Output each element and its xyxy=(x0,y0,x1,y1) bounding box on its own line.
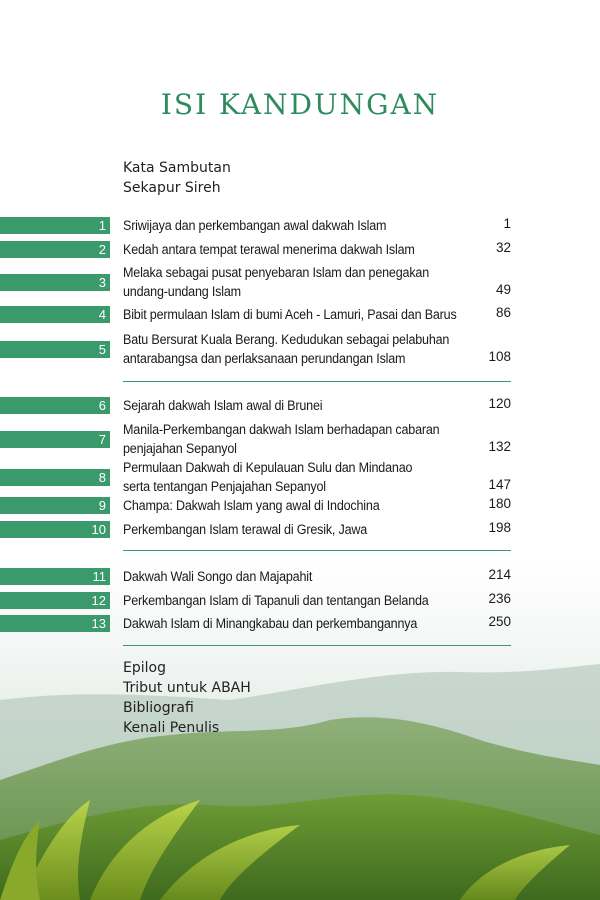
chapter-number-tab: 6 xyxy=(0,397,110,414)
back-matter-item: Kenali Penulis xyxy=(123,720,220,736)
chapter-title-line: Champa: Dakwah Islam yang awal di Indochina xyxy=(123,498,380,513)
chapter-number-tab: 1 xyxy=(0,217,110,234)
chapter-number-tab: 7 xyxy=(0,431,110,448)
toc-entry[interactable] xyxy=(0,591,600,610)
chapter-number-tab: 9 xyxy=(0,497,110,514)
chapter-title-line: penjajahan Sepanyol xyxy=(123,441,237,456)
chapter-number-tab: 12 xyxy=(0,592,110,609)
chapter-title-line: undang-undang Islam xyxy=(123,284,241,299)
chapter-title-line: antarabangsa dan perlaksanaan perundangan Islam xyxy=(123,351,406,366)
chapter-title-line: Batu Bersurat Kuala Berang. Kedudukan sebagai pelabuhan xyxy=(123,332,450,347)
chapter-title-line: Perkembangan Islam terawal di Gresik, Jawa xyxy=(123,522,368,537)
page-number: 198 xyxy=(488,520,511,535)
toc-entry[interactable] xyxy=(0,520,600,539)
chapter-number-tab: 5 xyxy=(0,341,110,358)
chapter-number-tab: 10 xyxy=(0,521,110,538)
page-number: 86 xyxy=(495,305,511,320)
page-number: 1 xyxy=(503,216,511,231)
page-number: 147 xyxy=(488,477,511,492)
toc-entry[interactable] xyxy=(0,458,600,496)
page-number: 236 xyxy=(488,591,511,606)
chapter-title-line: serta tentangan Penjajahan Sepanyol xyxy=(123,479,326,494)
chapter-number-tab: 2 xyxy=(0,241,110,258)
chapter-title-line: Sejarah dakwah Islam awal di Brunei xyxy=(123,398,323,413)
chapter-title-line: Manila-Perkembangan dakwah Islam berhadapan cabaran xyxy=(123,422,440,437)
page-number: 120 xyxy=(488,396,511,411)
toc-entry[interactable] xyxy=(0,330,600,368)
toc-entry[interactable] xyxy=(0,263,600,301)
page-title: ISI KANDUNGAN xyxy=(160,88,440,121)
chapter-number-tab: 4 xyxy=(0,306,110,323)
page-number: 108 xyxy=(488,349,511,364)
toc-entry[interactable] xyxy=(0,614,600,633)
section-divider xyxy=(123,381,511,382)
toc-entry[interactable] xyxy=(0,396,600,415)
page-number: 180 xyxy=(488,496,511,511)
back-matter-item: Tribut untuk ABAH xyxy=(123,680,251,696)
toc-entry[interactable] xyxy=(0,496,600,515)
page-number: 214 xyxy=(488,567,511,582)
page-number: 250 xyxy=(488,614,511,629)
toc-entry[interactable] xyxy=(0,305,600,324)
back-matter-item: Epilog xyxy=(123,660,166,676)
chapter-title-line: Melaka sebagai pusat penyebaran Islam dan penegakan xyxy=(123,265,430,280)
toc-entry[interactable] xyxy=(0,216,600,235)
front-matter-item: Sekapur Sireh xyxy=(123,180,221,196)
chapter-title-line: Bibit permulaan Islam di bumi Aceh - Lamuri, Pasai dan Barus xyxy=(123,307,457,322)
chapter-title-line: Perkembangan Islam di Tapanuli dan tentangan Belanda xyxy=(123,593,429,608)
page-number: 132 xyxy=(488,439,511,454)
chapter-number-tab: 3 xyxy=(0,274,110,291)
chapter-title-line: Dakwah Islam di Minangkabau dan perkembangannya xyxy=(123,616,418,631)
section-divider xyxy=(123,645,511,646)
chapter-title-line: Sriwijaya dan perkembangan awal dakwah Islam xyxy=(123,218,387,233)
chapter-title-line: Dakwah Wali Songo dan Majapahit xyxy=(123,569,313,584)
page-number: 49 xyxy=(495,282,511,297)
back-matter-item: Bibliografi xyxy=(123,700,194,716)
chapter-number-tab: 8 xyxy=(0,469,110,486)
chapter-title-line: Permulaan Dakwah di Kepulauan Sulu dan Mindanao xyxy=(123,460,413,475)
page-number: 32 xyxy=(495,240,511,255)
front-matter-item: Kata Sambutan xyxy=(123,160,231,176)
section-divider xyxy=(123,550,511,551)
toc-entry[interactable] xyxy=(0,240,600,259)
toc-entry[interactable] xyxy=(0,420,600,458)
toc-entry[interactable] xyxy=(0,567,600,586)
chapter-title-line: Kedah antara tempat terawal menerima dakwah Islam xyxy=(123,242,415,257)
chapter-number-tab: 13 xyxy=(0,615,110,632)
chapter-number-tab: 11 xyxy=(0,568,110,585)
